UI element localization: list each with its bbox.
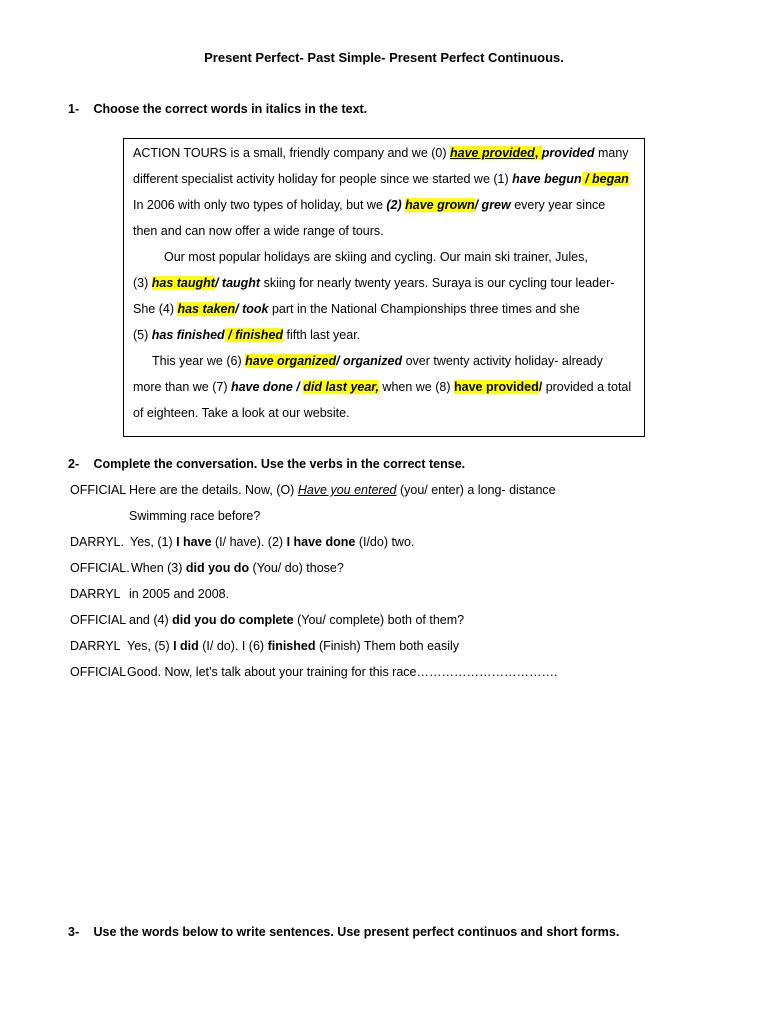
passage-line [133, 166, 629, 192]
text-run: This year we (6) [152, 354, 246, 368]
text-run: In 2006 with only two types of holiday, but we [133, 198, 387, 212]
dialog-text: in 2005 and 2008. [129, 587, 230, 601]
text-run: (2) [386, 198, 406, 212]
section-instruction: Complete the conversation. Use the verbs in the correct tense. [93, 457, 466, 471]
text-run: (you/ enter) a long- distance [396, 483, 556, 497]
dialog-text [130, 529, 414, 555]
passage-line [133, 218, 384, 244]
text-run: when we (8) [378, 380, 454, 394]
text-run: part in the National Championships three times and she [268, 302, 580, 316]
speaker-label: DARRYL [70, 587, 121, 601]
dialog-line [0, 503, 768, 529]
answer-highlight: have organized [245, 354, 337, 368]
answer-highlight: has taken [177, 302, 236, 316]
text-run: many [594, 146, 629, 160]
text-run: Here are the details. Now, (O) [129, 483, 298, 497]
speaker-label: OFFICIAL [70, 483, 127, 497]
text-run: ACTION TOURS is a small, friendly company and we (0) [133, 146, 450, 160]
text-run: over twenty activity holiday- already [402, 354, 603, 368]
text-run: (Finish) Them both easily [315, 639, 460, 653]
text-run: provided a total [545, 380, 632, 394]
section-instruction: Use the words below to write sentences. Use present perfect continuos and short forms. [93, 925, 620, 939]
speaker-label: OFFICIAL [70, 613, 127, 627]
section-number: 3- [68, 925, 80, 939]
option-text: / grew [474, 198, 511, 212]
passage-line [133, 322, 360, 348]
text-run: Yes, (1) [130, 535, 177, 549]
text-run: skiing for nearly twenty years. Suraya is our cycling tour leader- [260, 276, 615, 290]
answer-text: did you do complete [172, 613, 294, 627]
dialog-line [0, 581, 768, 607]
text-run: then and can now offer a wide range of tours. [133, 224, 384, 238]
text-run: / [214, 276, 222, 290]
answer-text: did you do [185, 561, 250, 575]
text-run: every year since [510, 198, 606, 212]
text-run: of eighteen. Take a look at our website. [133, 406, 350, 420]
section-instruction: Choose the correct words in italics in the text. [93, 102, 368, 116]
text-run: (You/ complete) both of them? [293, 613, 465, 627]
section-2-heading [68, 457, 465, 471]
example-answer: Have you entered [297, 483, 397, 497]
answer-text: finished [267, 639, 316, 653]
answer-highlight: did last year, [303, 380, 379, 394]
dialog-line [0, 633, 768, 659]
text-run: / [292, 380, 304, 394]
dialog-line [0, 555, 768, 581]
speaker-label: OFFICIAL. [70, 561, 130, 575]
passage-line [133, 270, 614, 296]
dialog-text [131, 555, 344, 581]
text-run: Our most popular holidays are skiing and cycling. Our main ski trainer, Jules, [164, 250, 588, 264]
dialog-line [0, 607, 768, 633]
text-run: more than we (7) [133, 380, 231, 394]
passage-line [164, 244, 588, 270]
passage-line [152, 348, 603, 374]
text-run: and (4) [129, 613, 173, 627]
text-run: / [538, 380, 546, 394]
text-run: (I/ have). (2) [211, 535, 287, 549]
dialog-line [0, 659, 768, 685]
answer-text: I have done [286, 535, 356, 549]
answer-highlight: / began [581, 172, 629, 186]
speaker-label: DARRYL. [70, 535, 124, 549]
dialog-text: Swimming race before? [129, 509, 261, 523]
option-text: provided [541, 146, 595, 160]
speaker-label: DARRYL [70, 639, 121, 653]
text-run: , [534, 146, 542, 160]
passage-box [123, 138, 645, 437]
passage-line [133, 296, 580, 322]
option-text: took [242, 302, 269, 316]
section-3-heading [68, 925, 619, 939]
section-number: 1- [68, 102, 80, 116]
option-text: have done [230, 380, 293, 394]
section-1-heading [68, 102, 367, 116]
text-run: (I/ do). I (6) [198, 639, 268, 653]
dialog-text [127, 633, 459, 659]
answer-highlight: has taught [151, 276, 215, 290]
answer-highlight: / finished [224, 328, 284, 342]
option-text: organized [343, 354, 403, 368]
text-run: different specialist activity holiday for people since we started we (1) [133, 172, 513, 186]
answer-text: I did [173, 639, 199, 653]
text-run: She (4) [133, 302, 178, 316]
option-text: has finished [151, 328, 225, 342]
answer-highlight: have provided [450, 146, 535, 160]
dialog-line [0, 477, 768, 503]
text-run: (5) [133, 328, 152, 342]
passage-line [133, 192, 605, 218]
dialog-line [0, 529, 768, 555]
answer-highlight: have provided [453, 380, 539, 394]
text-run: Yes, (5) [127, 639, 174, 653]
text-run: (You/ do) those? [249, 561, 344, 575]
answer-text: I have [176, 535, 212, 549]
passage-line [133, 400, 350, 426]
text-run: fifth last year. [283, 328, 361, 342]
option-text: taught [221, 276, 261, 290]
page-title: Present Perfect- Past Simple- Present Perfect Continuous. [204, 50, 564, 65]
speaker-label: OFFICIAL [70, 665, 127, 679]
text-run: When (3) [131, 561, 186, 575]
option-text: have begun [512, 172, 582, 186]
dialog-text [129, 477, 556, 503]
section-number: 2- [68, 457, 80, 471]
dialog-text [129, 607, 464, 633]
text-run: (I/do) two. [355, 535, 415, 549]
dialog-text: Good. Now, let’s talk about your training for this race……………………………. [127, 665, 558, 679]
text-run: / [235, 302, 243, 316]
passage-line [133, 374, 631, 400]
answer-highlight: have grown [405, 198, 475, 212]
text-run: (3) [133, 276, 152, 290]
text-run: / [336, 354, 344, 368]
passage-line [133, 140, 629, 166]
